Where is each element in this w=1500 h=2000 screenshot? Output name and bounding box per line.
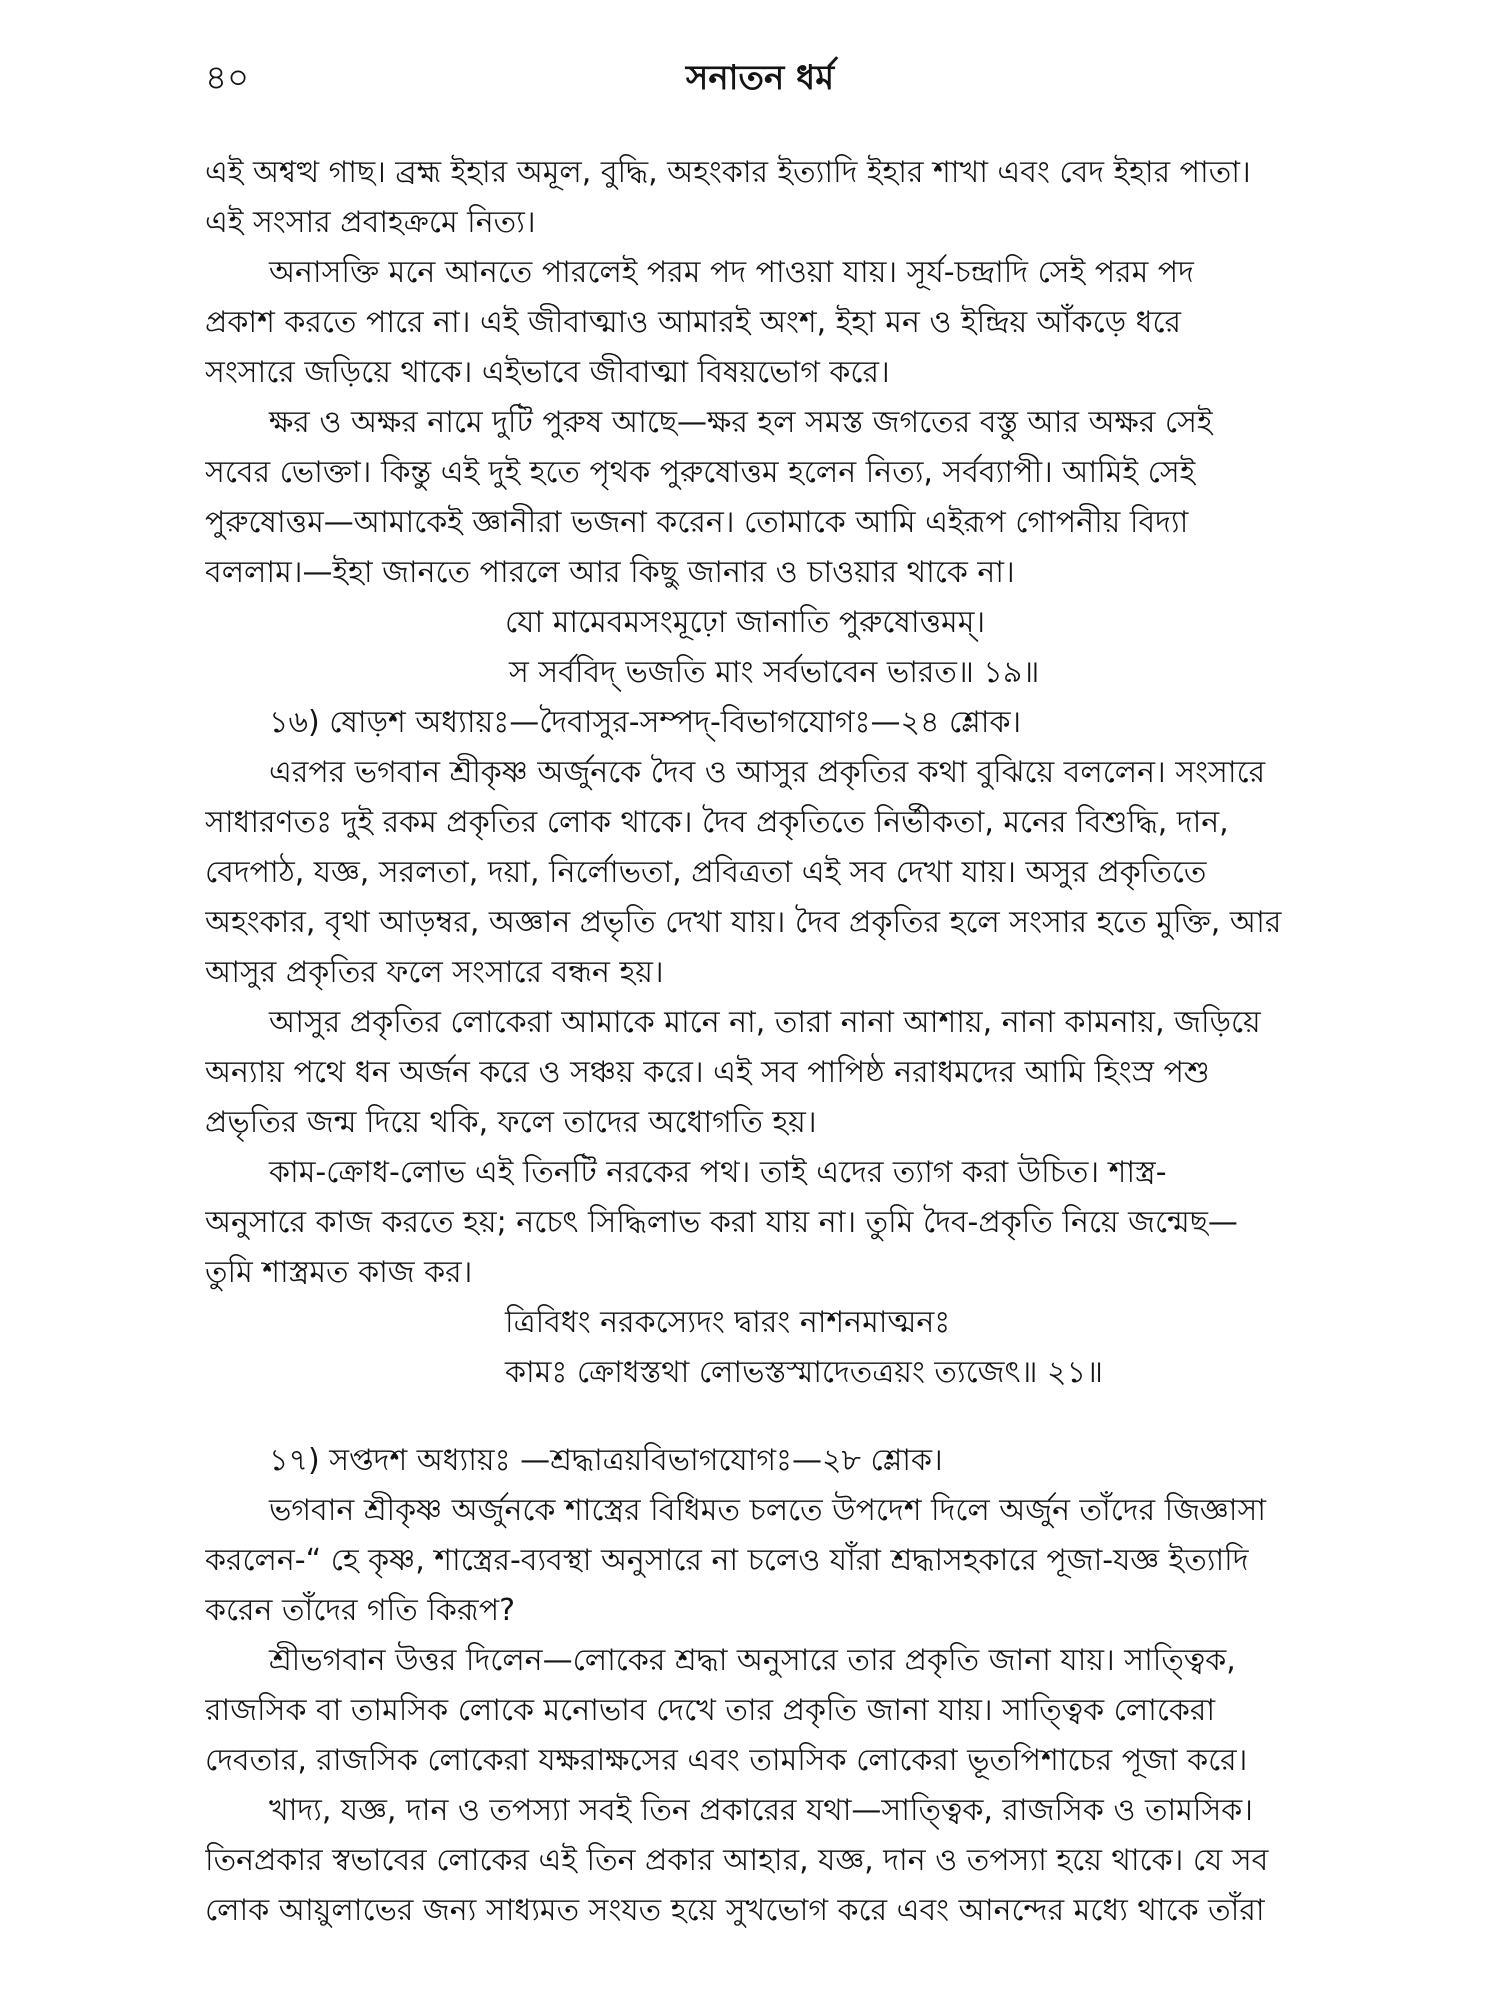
page-number: ৪০ <box>205 58 250 98</box>
chapter-heading: ১৭) সপ্তদশ অধ্যায়ঃ —শ্রদ্ধাত্রয়বিভাগযোগঃ—২৮ শ্লোক। <box>269 1443 943 1478</box>
text-line: আসুর প্রকৃতির লোকেরা আমাকে মানে না, তারা নানা আশায়, নানা কামনায়, জড়িয়ে <box>269 1005 1261 1040</box>
page-header <box>205 52 1315 102</box>
text-line: তিনপ্রকার স্বভাবের লোকের এই তিন প্রকার আহার, যজ্ঞ, দান ও তপস্যা হয়ে থাকে। যে সব <box>205 1843 1269 1878</box>
text-line: প্রভৃতির জন্ম দিয়ে থকি, ফলে তাদের অধোগতি হয়। <box>205 1105 817 1140</box>
text-line: কাম-ক্রোধ-লোভ এই তিনটি নরকের পথ। তাই এদের ত্যাগ করা উচিত। শাস্ত্র- <box>269 1155 1167 1190</box>
text-line: অনাসক্তি মনে আনতে পারলেই পরম পদ পাওয়া যায়। সূর্য-চন্দ্রাদি সেই পরম পদ <box>269 255 1194 290</box>
text-line: আসুর প্রকৃতির ফলে সংসারে বন্ধন হয়। <box>205 955 664 990</box>
text-line: সংসারে জড়িয়ে থাকে। এইভাবে জীবাত্মা বিষয়ভোগ করে। <box>205 355 890 390</box>
text-line: লোক আয়ুলাভের জন্য সাধ্যমত সংযত হয়ে সুখভোগ করে এবং আনন্দের মধ্যে থাকে তাঁরা <box>205 1893 1265 1928</box>
text-line: অহংকার, বৃথা আড়ম্বর, অজ্ঞান প্রভৃতি দেখা যায়। দৈব প্রকৃতির হলে সংসার হতে মুক্তি, আর <box>205 905 1282 940</box>
text-line: দেবতার, রাজসিক লোকেরা যক্ষরাক্ষসের এবং তামসিক লোকেরা ভূতপিশাচের পূজা করে। <box>205 1743 1248 1778</box>
verse-line: যো মামেবমসংমূঢ়ো জানাতি পুরুষোত্তমম্। <box>505 605 986 640</box>
text-line: বললাম।—ইহা জানতে পারলে আর কিছু জানার ও চাওয়ার থাকে না। <box>205 555 1015 590</box>
text-line: তুমি শাস্ত্রমত কাজ কর। <box>205 1255 473 1290</box>
text-line: অন্যায় পথে ধন অর্জন করে ও সঞ্চয় করে। এই সব পাপিষ্ঠ নরাধমদের আমি হিংস্র পশু <box>205 1055 1210 1090</box>
text-line: এরপর ভগবান শ্রীকৃষ্ণ অর্জুনকে দৈব ও আসুর প্রকৃতির কথা বুঝিয়ে বললেন। সংসারে <box>269 755 1266 790</box>
running-title: সনাতন ধর্ম <box>685 58 835 98</box>
verse-line: ত্রিবিধং নরকস্যেদং দ্বারং নাশনমাত্মনঃ <box>505 1305 951 1340</box>
text-line: এই সংসার প্রবাহক্রমে নিত্য। <box>205 205 536 240</box>
verse-line: স সর্ববিদ্ ভজতি মাং সর্বভাবেন ভারত॥ ১৯॥ <box>509 655 1040 690</box>
text-line: করেন তাঁদের গতি কিরূপ? <box>205 1593 516 1628</box>
text-line: সবের ভোক্তা। কিন্তু এই দুই হতে পৃথক পুরুষোত্তম হলেন নিত্য, সর্বব্যাপী। আমিই সেই <box>205 455 1196 490</box>
text-line: রাজসিক বা তামসিক লোকে মনোভাব দেখে তার প্রকৃতি জানা যায়। সাত্ত্বিক লোকেরা <box>205 1693 1216 1728</box>
text-line: এই অশ্বত্থ গাছ। ব্রহ্ম ইহার অমূল, বুদ্ধি, অহংকার ইত্যাদি ইহার শাখা এবং বেদ ইহার পাতা। <box>205 155 1251 190</box>
section-gap <box>205 1398 1315 1436</box>
text-line: শ্রীভগবান উত্তর দিলেন—লোকের শ্রদ্ধা অনুসারে তার প্রকৃতি জানা যায়। সাত্ত্বিক, <box>269 1643 1236 1678</box>
text-line: ক্ষর ও অক্ষর নামে দুটি পুরুষ আছে—ক্ষর হল সমস্ত জগতের বস্তু আর অক্ষর সেই <box>269 405 1213 440</box>
text-line: ভগবান শ্রীকৃষ্ণ অর্জুনকে শাস্ত্রের বিধিমত চলতে উপদেশ দিলে অর্জুন তাঁদের জিজ্ঞাসা <box>269 1493 1266 1528</box>
text-line: প্রকাশ করতে পারে না। এই জীবাত্মাও আমারই অংশ, ইহা মন ও ইন্দ্রিয় আঁকড়ে ধরে <box>205 305 1182 340</box>
text-line: পুরুষোত্তম—আমাকেই জ্ঞানীরা ভজনা করেন। তোমাকে আমি এইরূপ গোপনীয় বিদ্যা <box>205 505 1189 540</box>
text-line: খাদ্য, যজ্ঞ, দান ও তপস্যা সবই তিন প্রকারের যথা—সাত্ত্বিক, রাজসিক ও তামসিক। <box>269 1793 1254 1828</box>
chapter-heading: ১৬) ষোড়শ অধ্যায়ঃ—দৈবাসুর-সম্পদ্-বিভাগযোগঃ—২৪ শ্লোক। <box>269 705 1022 740</box>
body-text <box>205 148 1315 1936</box>
text-line: অনুসারে কাজ করতে হয়; নচেৎ সিদ্ধিলাভ করা যায় না। তুমি দৈব-প্রকৃতি নিয়ে জন্মেছ— <box>205 1205 1238 1240</box>
text-line: করলেন-“ হে কৃষ্ণ, শাস্ত্রের-ব্যবস্থা অনুসারে না চলেও যাঁরা শ্রদ্ধাসহকারে পূজা-যজ্ঞ ইত্যাদি <box>205 1543 1249 1578</box>
text-line: বেদপাঠ, যজ্ঞ, সরলতা, দয়া, নির্লোভতা, প্রবিত্রতা এই সব দেখা যায়। অসুর প্রকৃতিতে <box>205 855 1207 890</box>
text-line: সাধারণতঃ দুই রকম প্রকৃতির লোক থাকে। দৈব প্রকৃতিতে নির্ভীকতা, মনের বিশুদ্ধি, দান, <box>205 805 1229 840</box>
verse-line: কামঃ ক্রোধস্তথা লোভস্তস্মাদেতত্রয়ং ত্যজেৎ॥ ২১॥ <box>505 1355 1104 1390</box>
